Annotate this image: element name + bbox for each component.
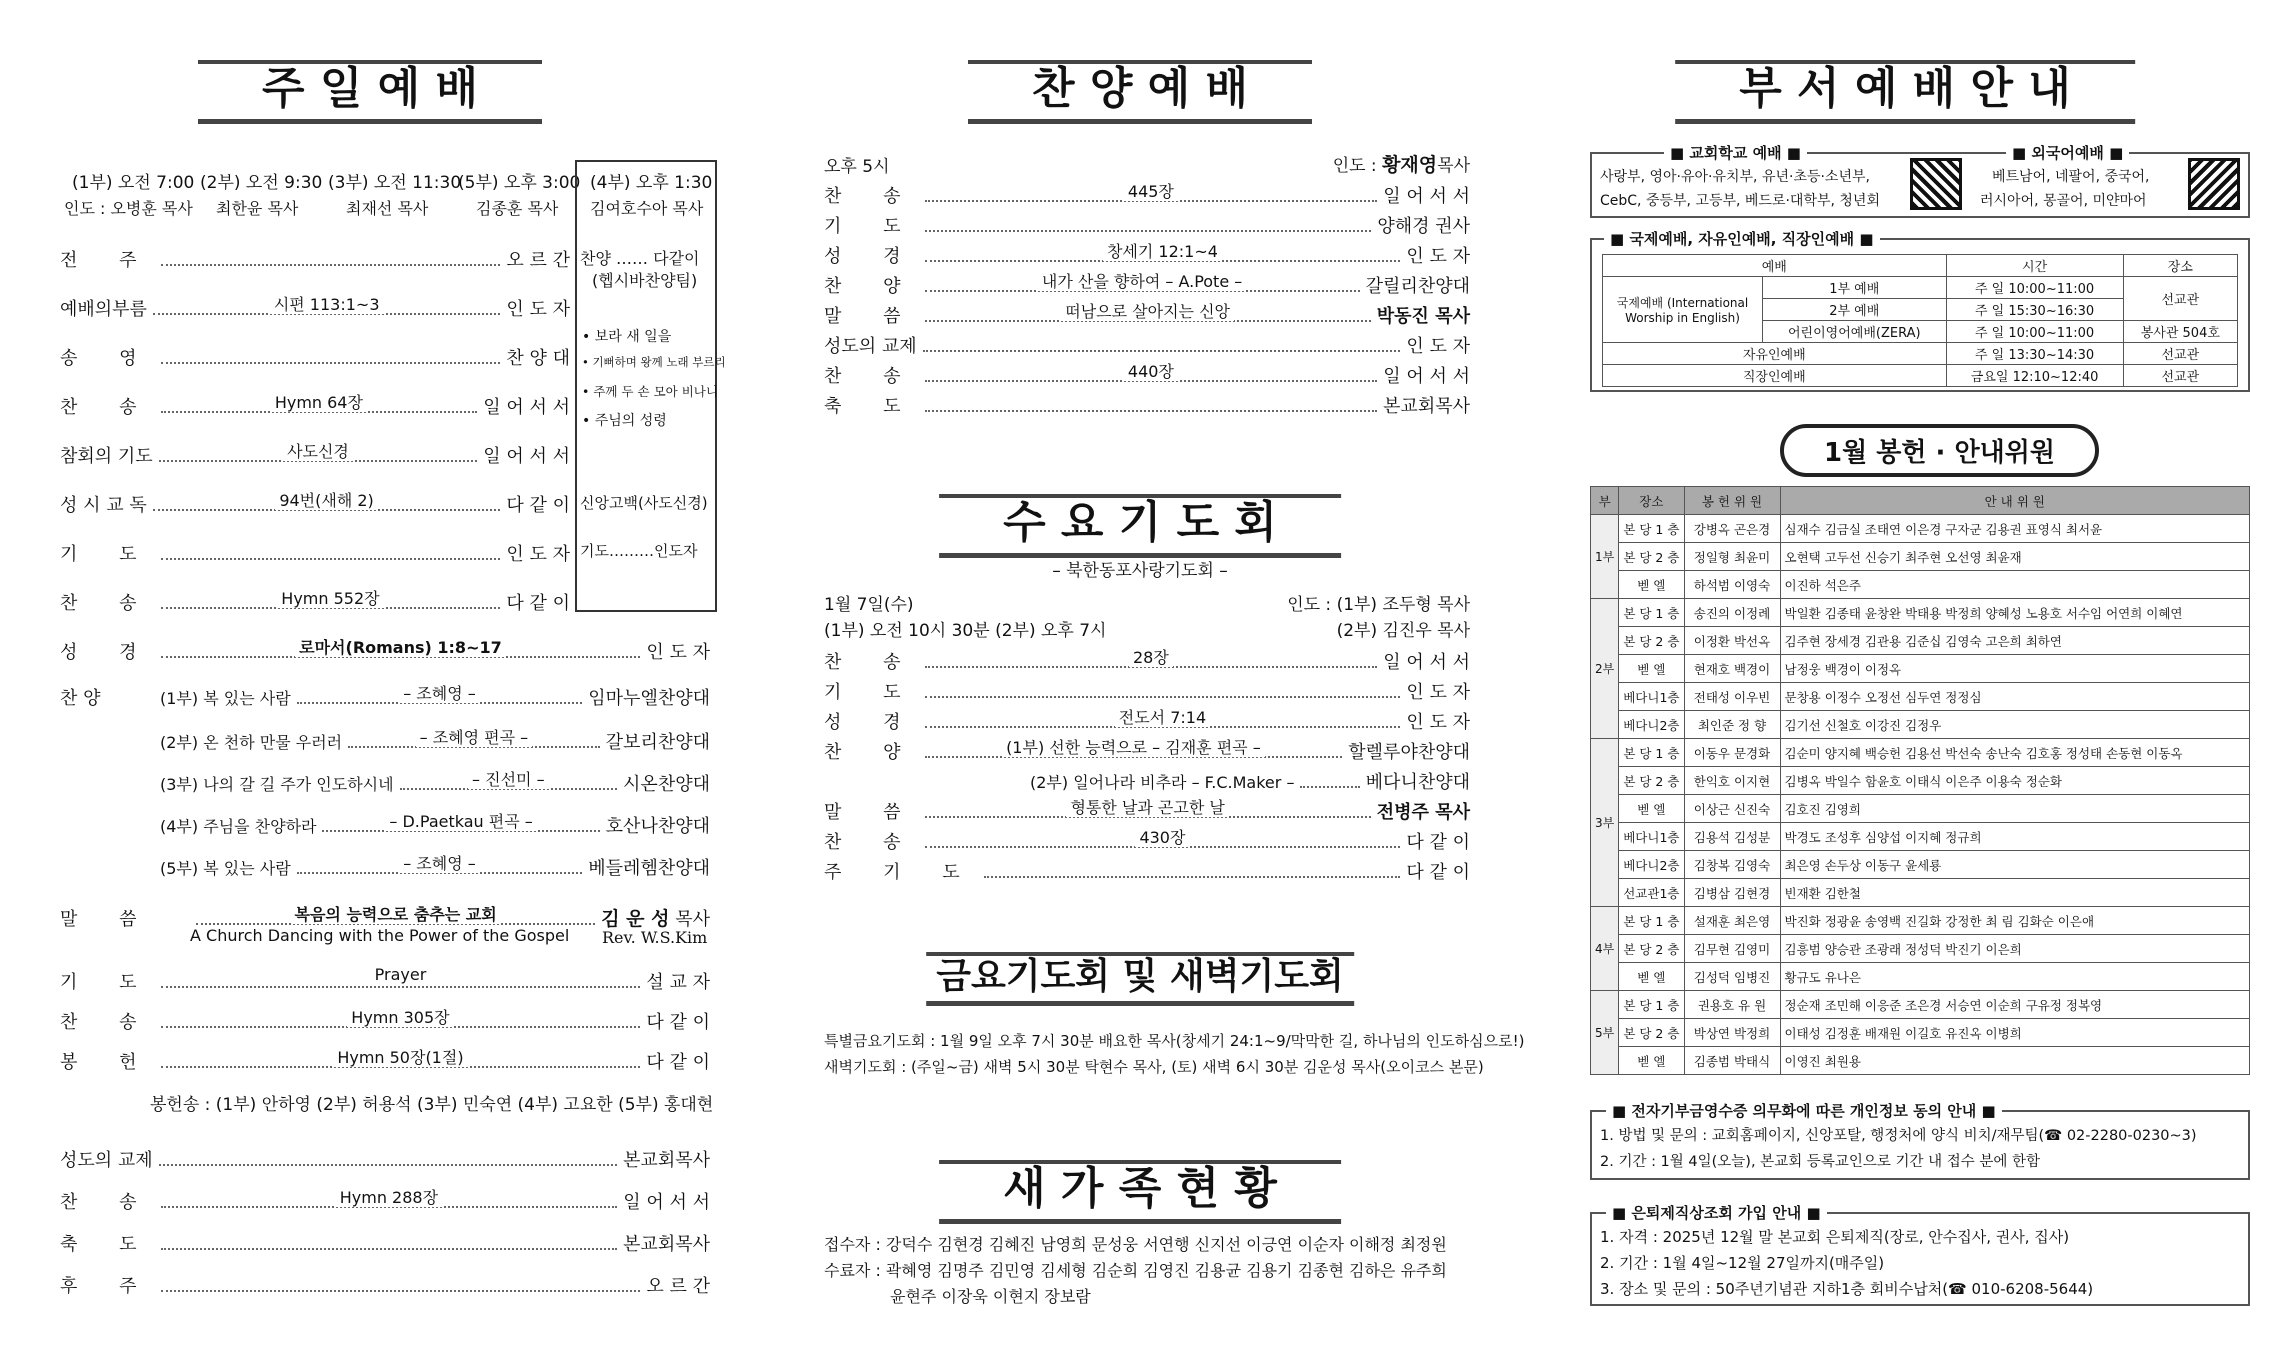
committee-row	[1591, 823, 2250, 851]
order-row: 전 주 오 르 간	[60, 246, 570, 272]
committee-offering: 최인준 정 향	[1684, 711, 1780, 739]
committee-offering: 송진의 이정례	[1684, 599, 1780, 627]
order-row: 찬 송 Hymn 64장 일 어 서 서	[60, 393, 570, 418]
committee-place: 벧 엘	[1619, 571, 1684, 599]
committee-part: 2부	[1591, 599, 1619, 739]
committee-row	[1591, 963, 2250, 991]
committee-guides: 김호진 김영희	[1780, 795, 2250, 823]
committee-offering: 이상근 신진숙	[1684, 795, 1780, 823]
receipt-notice-title: ■ 전자기부금영수증 의무화에 따른 개인정보 동의 안내 ■	[1606, 1100, 2002, 1121]
committee-guides: 박진화 정광윤 송영백 진길화 강정한 최 림 김화순 이은애	[1780, 907, 2250, 935]
service-leader-2: 최한윤 목사	[216, 199, 299, 218]
order-row: 축 도 본교회목사	[60, 1230, 710, 1256]
committee-place: 벧 엘	[1619, 963, 1684, 991]
committee-place: 본 당 2 층	[1619, 543, 1684, 571]
committee-place: 베다니1층	[1619, 683, 1684, 711]
fourth-praise-team: (헵시바찬양팀)	[592, 271, 698, 290]
order-row: 찬 송 Hymn 305장 다 같 이	[60, 1008, 710, 1033]
committee-offering: 권용호 유 원	[1684, 991, 1780, 1019]
school-title: ■ 교회학교 예배 ■	[1664, 142, 1807, 163]
committee-place: 본 당 2 층	[1619, 767, 1684, 795]
family-completed-2: 윤현주 이장욱 이현지 장보람	[890, 1287, 1091, 1306]
wednesday-leader-2: (2부) 김진우 목사	[1336, 621, 1470, 641]
foreign-line-1: 베트남어, 네팔어, 중국어,	[1992, 169, 2150, 185]
receipt-notice-line-2: 2. 기간 : 1월 4일(오늘), 본교회 등록교인으로 기간 내 접수 분에 한함	[1600, 1154, 2040, 1170]
wednesday-times: (1부) 오전 10시 30분 (2부) 오후 7시	[824, 621, 1107, 641]
committee-row	[1591, 627, 2250, 655]
order-row: 찬 송 Hymn 552장 다 같 이	[60, 589, 570, 614]
committee-row	[1591, 851, 2250, 879]
committee-row	[1591, 711, 2250, 739]
order-row: 찬 송 430장 다 같 이	[824, 828, 1470, 853]
committee-guides: 이진하 석은주	[1780, 571, 2250, 599]
anthem-row: 찬 양 (1부) 복 있는 사람 – 조혜영 – 임마누엘찬양대	[60, 684, 710, 709]
intl-table: 예배 시간 장소 국제예배 (International Worship in English) 1부 예배 주 일 10:00~11:00 선교관 2부 예배 주 일 15:30~16:30 어린이영어예배(ZERA) 주 일 10:00~11:00 봉사관 504호 자유인예배 주 일 13:30~14:30 선교관 직장인예배 금요일 12:10~12:40 선교관	[1602, 254, 2238, 387]
order-row: 후 주 오 르 간	[60, 1272, 710, 1298]
order-row: 성 시 교 독 94번(새해 2) 다 같 이	[60, 491, 570, 516]
wednesday-leader-1: 인도 : (1부) 조두형 목사	[1287, 595, 1470, 615]
service-time-1: (1부) 오전 7:00	[72, 173, 195, 193]
committee-guides: 김순미 양지혜 백승헌 김용선 박선숙 송난숙 김호홍 정성태 손동현 이동옥	[1780, 739, 2250, 767]
friday-line-2: 새벽기도회 : (주일~금) 새벽 5시 30분 탁현수 목사, (토) 새벽 6시 30분 김운성 목사(오이코스 본문)	[824, 1058, 1484, 1076]
family-received: 접수자 : 강덕수 김현경 김혜진 남영희 문성웅 서연행 신지선 이긍연 이순자 이해정 최정원	[824, 1235, 1447, 1254]
order-row: 주 기 도 다 같 이	[824, 858, 1470, 884]
order-row: 찬 양 (1부) 선한 능력으로 – 김재훈 편곡 – 할렐루야찬양대	[824, 738, 1470, 763]
order-row: 말 씀 형통한 날과 곤고한 날 전병주 목사	[824, 798, 1470, 823]
committee-guides: 문창용 이정수 오정선 심두연 정정심	[1780, 683, 2250, 711]
committee-place: 본 당 2 층	[1619, 1019, 1684, 1047]
sermon-row: 말 씀 복음의 능력으로 춤추는 교회 김 운 성 목사	[60, 905, 710, 930]
committee-guides: 박일환 김종태 윤창완 박태용 박정희 양혜성 노용호 서수임 어연희 이혜연	[1780, 599, 2250, 627]
foreign-title: ■ 외국어예배 ■	[2006, 142, 2129, 163]
wednesday-title: 수 요 기 도 회	[939, 494, 1341, 558]
committee-title: 1월 봉헌 · 안내위원	[1780, 424, 2099, 477]
friday-title: 금요기도회 및 새벽기도회	[926, 952, 1354, 1006]
wednesday-date: 1월 7일(수)	[824, 595, 914, 615]
offering-solo: 봉헌송 : (1부) 안하영 (2부) 허용석 (3부) 민숙연 (4부) 고요한 (5부) 홍대현	[150, 1095, 714, 1115]
committee-row	[1591, 599, 2250, 627]
right-column	[1560, 0, 2285, 1346]
retired-notice-line-3: 3. 장소 및 문의 : 50주년기념관 지하1층 회비수납처(☎ 010-6208-5644)	[1600, 1280, 2094, 1298]
fourth-prayer: 기도………인도자	[580, 542, 698, 560]
committee-guides: 오현택 고두선 신승기 최주현 오선영 최윤재	[1780, 543, 2250, 571]
committee-place: 본 당 1 층	[1619, 599, 1684, 627]
order-row: 성도의 교제 인 도 자	[824, 332, 1470, 358]
committee-place: 본 당 1 층	[1619, 991, 1684, 1019]
committee-place: 선교관1층	[1619, 879, 1684, 907]
order-row: 송 영 찬 양 대	[60, 344, 570, 370]
order-row: 축 도 본교회목사	[824, 392, 1470, 418]
committee-offering: 김무현 김영미	[1684, 935, 1780, 963]
service-leader-1: 인도 : 오병훈 목사	[64, 199, 193, 218]
committee-guides: 남정웅 백경이 이정옥	[1780, 655, 2250, 683]
committee-place: 벧 엘	[1619, 795, 1684, 823]
committee-row	[1591, 655, 2250, 683]
committee-place: 베다니2층	[1619, 851, 1684, 879]
committee-offering: 김용석 김성분	[1684, 823, 1780, 851]
fourth-song-2: • 기뻐하며 왕께 노래 부르리	[582, 355, 726, 369]
order-row: 찬 송 440장 일 어 서 서	[824, 362, 1470, 387]
school-line-1: 사랑부, 영아·유아·유치부, 유년·초등·소년부,	[1600, 169, 1870, 185]
receipt-notice-line-1: 1. 방법 및 문의 : 교회홈페이지, 신앙포탈, 행정처에 양식 비치/재무팀(☎ 02-2280-0230~3)	[1600, 1128, 2197, 1144]
dept-title: 부 서 예 배 안 내	[1675, 60, 2135, 124]
order-row: 찬 송 Hymn 288장 일 어 서 서	[60, 1188, 710, 1213]
anthem-row: (2부) 온 천하 만물 우러러 – 조혜영 편곡 – 갈보리찬양대	[160, 728, 710, 753]
committee-row	[1591, 571, 2250, 599]
committee-offering: 설재훈 최은영	[1684, 907, 1780, 935]
committee-guides: 박경도 조성후 심양섭 이지혜 정규희	[1780, 823, 2250, 851]
service-leader-4: 김여호수아 목사	[590, 199, 704, 218]
fourth-song-1: • 보라 새 일을	[582, 329, 672, 345]
committee-part: 1부	[1591, 515, 1619, 599]
order-row: 성 경 전도서 7:14 인 도 자	[824, 708, 1470, 733]
order-row: 성 경 창세기 12:1~4 인 도 자	[824, 242, 1470, 267]
order-row: 예배의부름 시편 113:1~3 인 도 자	[60, 295, 570, 320]
service-leader-3: 최재선 목사	[346, 199, 429, 218]
order-row: 찬 송 445장 일 어 서 서	[824, 182, 1470, 207]
service-time-5: (5부) 오후 3:00	[458, 173, 581, 193]
committee-guides: 김기선 신철호 이강진 김정우	[1780, 711, 2250, 739]
committee-part: 4부	[1591, 907, 1619, 991]
service-leader-5: 김종훈 목사	[476, 199, 559, 218]
committee-offering: 김종범 박태식	[1684, 1047, 1780, 1075]
committee-offering: 박상연 박정희	[1684, 1019, 1780, 1047]
committee-offering: 김성덕 임병진	[1684, 963, 1780, 991]
committee-guides: 김흥범 양승관 조광래 정성덕 박진기 이은희	[1780, 935, 2250, 963]
committee-place: 베다니1층	[1619, 823, 1684, 851]
committee-guides: 김주현 장세경 김관용 김준십 김영숙 고은희 최하연	[1780, 627, 2250, 655]
committee-offering: 하석범 이영숙	[1684, 571, 1780, 599]
committee-row	[1591, 1047, 2250, 1075]
committee-guides: 황규도 유나은	[1780, 963, 2250, 991]
foreign-line-2: 러시아어, 몽골어, 미얀마어	[1980, 193, 2147, 209]
committee-row	[1591, 739, 2250, 767]
committee-place: 본 당 1 층	[1619, 739, 1684, 767]
committee-place: 본 당 1 층	[1619, 907, 1684, 935]
service-time-4: (4부) 오후 1:30	[590, 173, 713, 193]
wednesday-subtitle: – 북한동포사랑기도회 –	[1052, 561, 1228, 581]
qr-code-icon[interactable]	[2188, 158, 2240, 210]
committee-offering: 강병옥 곤은경	[1684, 515, 1780, 543]
committee-place: 본 당 1 층	[1619, 515, 1684, 543]
fourth-creed: 신앙고백(사도신경)	[580, 494, 708, 512]
order-row: 기 도 인 도 자	[60, 540, 570, 566]
committee-guides: 이태성 김정훈 배재원 이길호 유진옥 이병희	[1780, 1019, 2250, 1047]
sermon-title-en: A Church Dancing with the Power of the Gospel	[190, 926, 570, 945]
middle-column	[790, 0, 1525, 1346]
committee-row	[1591, 795, 2250, 823]
fourth-song-4: • 주님의 성령	[582, 413, 667, 429]
committee-offering: 정일형 최윤미	[1684, 543, 1780, 571]
order-row: 참회의 기도 사도신경 일 어 서 서	[60, 442, 570, 467]
order-row: 기 도 Prayer 설 교 자	[60, 965, 710, 993]
committee-place: 베다니2층	[1619, 711, 1684, 739]
order-row: 성 경 로마서(Romans) 1:8~17 인 도 자	[60, 638, 710, 663]
committee-offering: 김병삼 김현경	[1684, 879, 1780, 907]
school-line-2: CebC, 중등부, 고등부, 베드로·대학부, 청년회	[1600, 193, 1880, 209]
retired-notice-line-2: 2. 기간 : 1월 4일~12월 27일까지(매주일)	[1600, 1254, 1885, 1272]
preacher-en: Rev. W.S.Kim	[602, 928, 708, 947]
committee-row	[1591, 515, 2250, 543]
committee-row	[1591, 1019, 2250, 1047]
anthem-row: (3부) 나의 갈 길 주가 인도하시네 – 진선미 – 시온찬양대	[160, 770, 710, 795]
anthem-row: (5부) 복 있는 사람 – 조혜영 – 베들레헴찬양대	[160, 854, 710, 879]
order-row: 기 도 인 도 자	[824, 678, 1470, 704]
committee-row	[1591, 879, 2250, 907]
committee-row	[1591, 543, 2250, 571]
committee-place: 본 당 2 층	[1619, 627, 1684, 655]
committee-offering: 이동우 문경화	[1684, 739, 1780, 767]
committee-guides: 최은영 손두상 이동구 윤세룡	[1780, 851, 2250, 879]
family-completed: 수료자 : 곽혜영 김명주 김민영 김세형 김순희 김영진 김용균 김용기 김종현 김하은 유주희	[824, 1261, 1447, 1280]
committee-guides: 빈재환 김한철	[1780, 879, 2250, 907]
committee-part: 3부	[1591, 739, 1619, 907]
sunday-column	[0, 0, 740, 1346]
service-time-3: (3부) 오전 11:30	[328, 173, 462, 193]
committee-guides: 김병옥 박일수 함윤호 이태식 이은주 이용숙 정순화	[1780, 767, 2250, 795]
committee-offering: 이정환 박선옥	[1684, 627, 1780, 655]
service-time-2: (2부) 오전 9:30	[200, 173, 323, 193]
committee-place: 벧 엘	[1619, 655, 1684, 683]
retired-notice-line-1: 1. 자격 : 2025년 12월 말 본교회 은퇴제직(장로, 안수집사, 권사, 집사)	[1600, 1228, 2070, 1246]
anthem-row: (4부) 주님을 찬양하라 – D.Paetkau 편곡 – 호산나찬양대	[160, 812, 710, 837]
friday-line-1: 특별금요기도회 : 1월 9일 오후 7시 30분 배요한 목사(창세기 24:1~9/막막한 길, 하나님의 인도하심으로!)	[824, 1032, 1525, 1050]
praise-time: 오후 5시	[824, 157, 890, 177]
committee-row	[1591, 683, 2250, 711]
committee-offering: 전태성 이우빈	[1684, 683, 1780, 711]
committee-row	[1591, 767, 2250, 795]
committee-guides: 이영진 최원용	[1780, 1047, 2250, 1075]
order-row: 말 씀 떠남으로 살아지는 신앙 박동진 목사	[824, 302, 1470, 327]
order-row: 찬 송 28장 일 어 서 서	[824, 648, 1470, 673]
sunday-title: 주 일 예 배	[198, 60, 542, 124]
order-row: 기 도 양해경 권사	[824, 212, 1470, 238]
retired-notice-title: ■ 은퇴제직상조회 가입 안내 ■	[1606, 1202, 1827, 1223]
fourth-song-3: • 주께 두 손 모아 비나니	[582, 384, 718, 399]
committee-row	[1591, 907, 2250, 935]
committee-place: 벧 엘	[1619, 1047, 1684, 1075]
order-row: 찬 양 내가 산을 향하여 – A.Pote – 갈릴리찬양대	[824, 272, 1470, 297]
committee-offering: 김창복 김영숙	[1684, 851, 1780, 879]
committee-guides: 심재수 김금실 조태연 이은경 구자군 김용권 표영식 최서윤	[1780, 515, 2250, 543]
committee-offering: 현재호 백경이	[1684, 655, 1780, 683]
family-title: 새 가 족 현 황	[939, 1160, 1341, 1224]
committee-table: 부 장소 봉 헌 위 원 안 내 위 원 1부 본 당 1 층 강병옥 곤은경 심재수 김금실 조태연 이은경 구자군 김용권 표영식 최서윤 본 당 2 층 정일형 최윤미 오현택 고두선 신승기 최주현 오선영 최윤재 벧 엘 하석범 이영숙 이진하 석은주 2부 본 당 1 층 송진의 이정례 박일환 김종태 윤창완 박태용 박정희 양혜성 노용호 서수임 어연희 이혜연 본 당 2 층 이정환 박선옥 김주현 장세경 김관용 김준십 김영숙 고은희 최하연 벧 엘 현재호 백경이 남정웅 백경이 이정옥 베다니1층 전태성 이우빈 문창용 이정수 오정선 심두연 정정심 베다니2층 최인준 정 향 김기선 신철호 이강진 김정우 3부 본 당 1 층 이동우 문경화 김순미 양지혜 백승헌 김용선 박선숙 송난숙 김호홍 정성태 손동현 이동옥 본 당 2 층 한익호 이지현 김병옥 박일수 함윤호 이태식 이은주 이용숙 정순화 벧 엘 이상근 신진숙 김호진 김영희 베다니1층 김용석 김성분 박경도 조성후 심양섭 이지혜 정규희 베다니2층 김창복 김영숙 최은영 손두상 이동구 윤세룡 선교관1층 김병삼 김현경 빈재환 김한철 4부 본 당 1 층 설재훈 최은영 박진화 정광윤 송영백 진길화 강정한 최 림 김화순 이은애 본 당 2 층 김무현 김영미 김흥범 양승관 조광래 정성덕 박진기 이은희 벧 엘 김성덕 임병진 황규도 유나은 5부 본 당 1 층 권용호 유 원 정순재 조민해 이응준 조은경 서승연 이순희 구유정 정복영 본 당 2 층 박상연 박정희 이태성 김정훈 배재원 이길호 유진옥 이병희 벧 엘 김종범 박태식 이영진 최원용	[1590, 486, 2250, 1075]
praise-title: 찬 양 예 배	[968, 60, 1312, 124]
order-row: 봉 헌 Hymn 50장(1절) 다 같 이	[60, 1048, 710, 1073]
intl-title: ■ 국제예배, 자유인예배, 직장인예배 ■	[1604, 228, 1880, 249]
committee-place: 본 당 2 층	[1619, 935, 1684, 963]
order-row: 성도의 교제 본교회목사	[60, 1146, 710, 1172]
fourth-praise: 찬양 …… 다같이	[580, 249, 700, 268]
praise-leader: 인도 : 황재영목사	[1332, 154, 1470, 176]
committee-offering: 한익호 이지현	[1684, 767, 1780, 795]
committee-guides: 정순재 조민해 이응준 조은경 서승연 이순희 구유정 정복영	[1780, 991, 2250, 1019]
committee-row	[1591, 935, 2250, 963]
committee-part: 5부	[1591, 991, 1619, 1075]
order-row: (2부) 일어나라 비추라 – F.C.Maker – 베다니찬양대	[1030, 772, 1470, 793]
qr-code-icon[interactable]	[1910, 158, 1962, 210]
committee-row	[1591, 991, 2250, 1019]
